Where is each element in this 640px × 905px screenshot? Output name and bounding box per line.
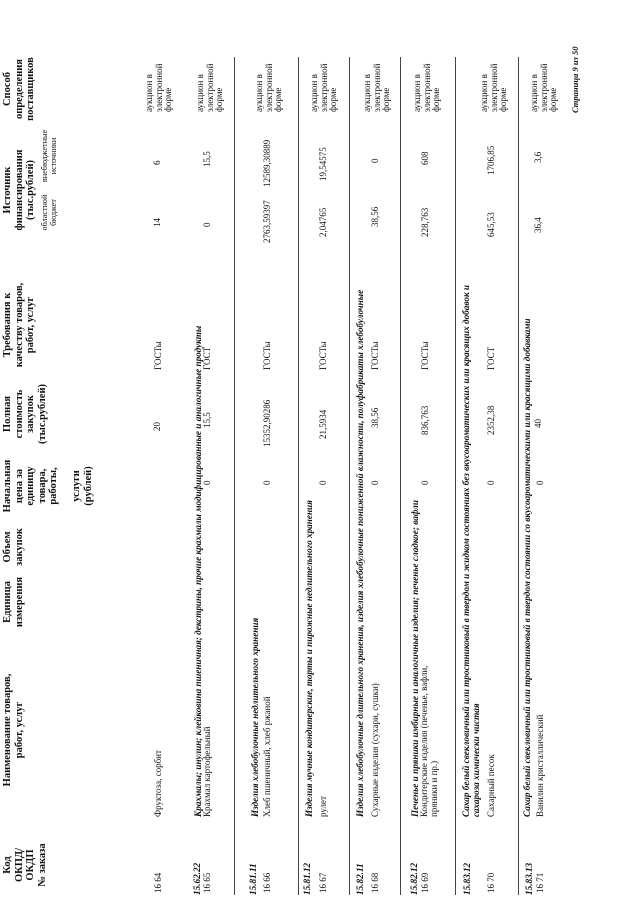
row-extra: 19,54575 [318, 147, 328, 181]
row-code: 16 64 [153, 872, 163, 893]
row-total: 836,763 [420, 405, 430, 435]
group-divider [298, 57, 299, 895]
row-code: 16 66 [262, 872, 272, 893]
row-code: 16 71 [535, 872, 545, 893]
row-price: 0 [370, 480, 380, 485]
row-requirements: ГОСТы [318, 341, 328, 370]
row-price: 0 [202, 480, 212, 485]
row-extra: 1706,85 [486, 145, 496, 175]
row-requirements: ГОСТы [370, 341, 380, 370]
row-price: 0 [420, 480, 430, 485]
row-requirements: ГОСТы [420, 341, 430, 370]
header-funding-regional: областной бюджет [40, 194, 58, 231]
row-method: аукцион в электронной форме [362, 63, 392, 112]
row-requirements: ГОСТ [486, 346, 496, 370]
row-price: 0 [486, 480, 496, 485]
row-name: Хлеб пшеничный, хлеб ржаной [262, 696, 272, 817]
header-unit: Единица измерения [2, 576, 25, 628]
row-regional: 2763,59397 [262, 200, 272, 243]
header-volume: Объем закупок [2, 528, 25, 566]
group-divider [349, 57, 350, 895]
group-code: 15.82.11 [355, 863, 365, 895]
group-title: Сахар белый свекловичный или тростниковый в твердом и жидком состояниях без вкусоароматических или красящих добавок и сахароза химически чистая [461, 284, 481, 817]
row-extra: 12589,30889 [262, 139, 272, 187]
group-title: Сахар белый свекловичный или тростниковый в твердом состоянии со вкусоароматическими или красящими добавками [522, 318, 532, 817]
row-regional: 0 [202, 222, 212, 227]
row-name: Крахмал картофельный [202, 726, 212, 817]
row-name: Сухарные изделия (сухари, сушки) [370, 683, 380, 817]
group-divider [400, 57, 401, 895]
header-total: Полная стоимость закупок (тыс.рублей) [2, 383, 48, 445]
header-requirements: Требования к качеству товаров, работ, услуг [2, 282, 36, 368]
row-requirements: ГОСТы [153, 341, 163, 370]
group-code: 15.82.12 [409, 862, 419, 895]
row-code: 16 69 [420, 872, 430, 893]
row-method: аукцион в электронной форме [529, 63, 559, 112]
row-regional: 2,04765 [318, 207, 328, 237]
row-method: аукцион в электронной форме [195, 63, 225, 112]
header-price: Начальная цена за единицу товара, работы, услуги (рублей) [2, 459, 94, 513]
header-method: Способ определения поставщиков [2, 57, 36, 121]
row-code: 16 65 [202, 872, 212, 893]
group-code: 15.62.22 [192, 862, 202, 895]
row-price: 0 [535, 480, 545, 485]
row-total: 15352,90286 [262, 399, 272, 447]
group-code: 15.83.13 [524, 862, 534, 895]
header-code: Код ОКПД/ ОКДП № заказа [2, 843, 48, 887]
row-total: 15,5 [202, 412, 212, 428]
row-total: 21,5934 [318, 409, 328, 439]
row-price: 0 [262, 480, 272, 485]
group-code: 15.83.12 [462, 862, 472, 895]
row-method: аукцион в электронной форме [144, 63, 174, 112]
row-regional: 645,53 [486, 212, 496, 237]
page-number: Страница 9 из 50 [570, 46, 580, 113]
row-name: Ванилин кристаллический [535, 714, 545, 817]
row-method: аукцион в электронной форме [479, 63, 509, 112]
row-requirements: ГОСТ [202, 346, 212, 370]
row-total: 20 [152, 422, 162, 431]
row-total: 2352,38 [486, 405, 496, 435]
group-divider [518, 57, 519, 895]
row-method: аукцион в электронной форме [412, 63, 442, 112]
group-divider [455, 57, 456, 895]
group-divider [234, 57, 235, 895]
row-extra: 3,6 [533, 151, 543, 163]
row-requirements: ГОСТы [262, 341, 272, 370]
header-name: Наименование товаров, работ, услуг [2, 673, 25, 787]
row-code: 16 70 [486, 872, 496, 893]
row-name: Сахарный песок [486, 754, 496, 817]
group-title: Изделия хлебобулочные недлительного хранения [250, 617, 260, 817]
row-name: рулет [318, 796, 328, 817]
row-regional: 38,56 [370, 206, 380, 227]
row-extra: 15,5 [202, 151, 212, 167]
row-total: 38,56 [370, 407, 380, 428]
row-code: 16 68 [370, 872, 380, 893]
row-extra: 6 [152, 160, 162, 165]
group-code: 15.81.12 [302, 862, 312, 895]
group-title: Печенье и пряники имбирные и аналогичные изделия; печенье сладкое; вафли [410, 499, 420, 817]
group-code: 15.81.11 [248, 863, 258, 895]
row-name: Фруктоза, сорбит [153, 750, 163, 817]
group-title: Изделия хлебобулочные длительного хранения, изделия хлебобулочные пониженной влажности, полуфабрикаты хлебобулочные [355, 289, 365, 817]
row-method: аукцион в электронной форме [254, 63, 284, 112]
row-regional: 228,763 [420, 207, 430, 237]
row-extra: 0 [370, 158, 380, 163]
group-title: Изделия мучные кондитерские, торты и пирожные недлительного хранения [304, 500, 314, 817]
row-name: Кондитерские изделия (печенье, вафли, пряники и пр.) [419, 665, 439, 817]
header-funding: Источник финансирования (тыс.рублей) [2, 149, 36, 231]
row-code: 16 67 [318, 872, 328, 893]
header-funding-extra: внебюджетные источники [40, 129, 58, 183]
row-price: 0 [318, 480, 328, 485]
row-total: 40 [533, 419, 543, 428]
group-title: Крахмалы; инулин; клейковина пшеничная; декстрины, прочие крахмалы модифицированные и аналогичные продукты [193, 325, 203, 817]
row-regional: 14 [152, 218, 162, 227]
row-extra: 608 [420, 151, 430, 165]
row-method: аукцион в электронной форме [309, 63, 339, 112]
row-regional: 36,4 [533, 217, 543, 233]
